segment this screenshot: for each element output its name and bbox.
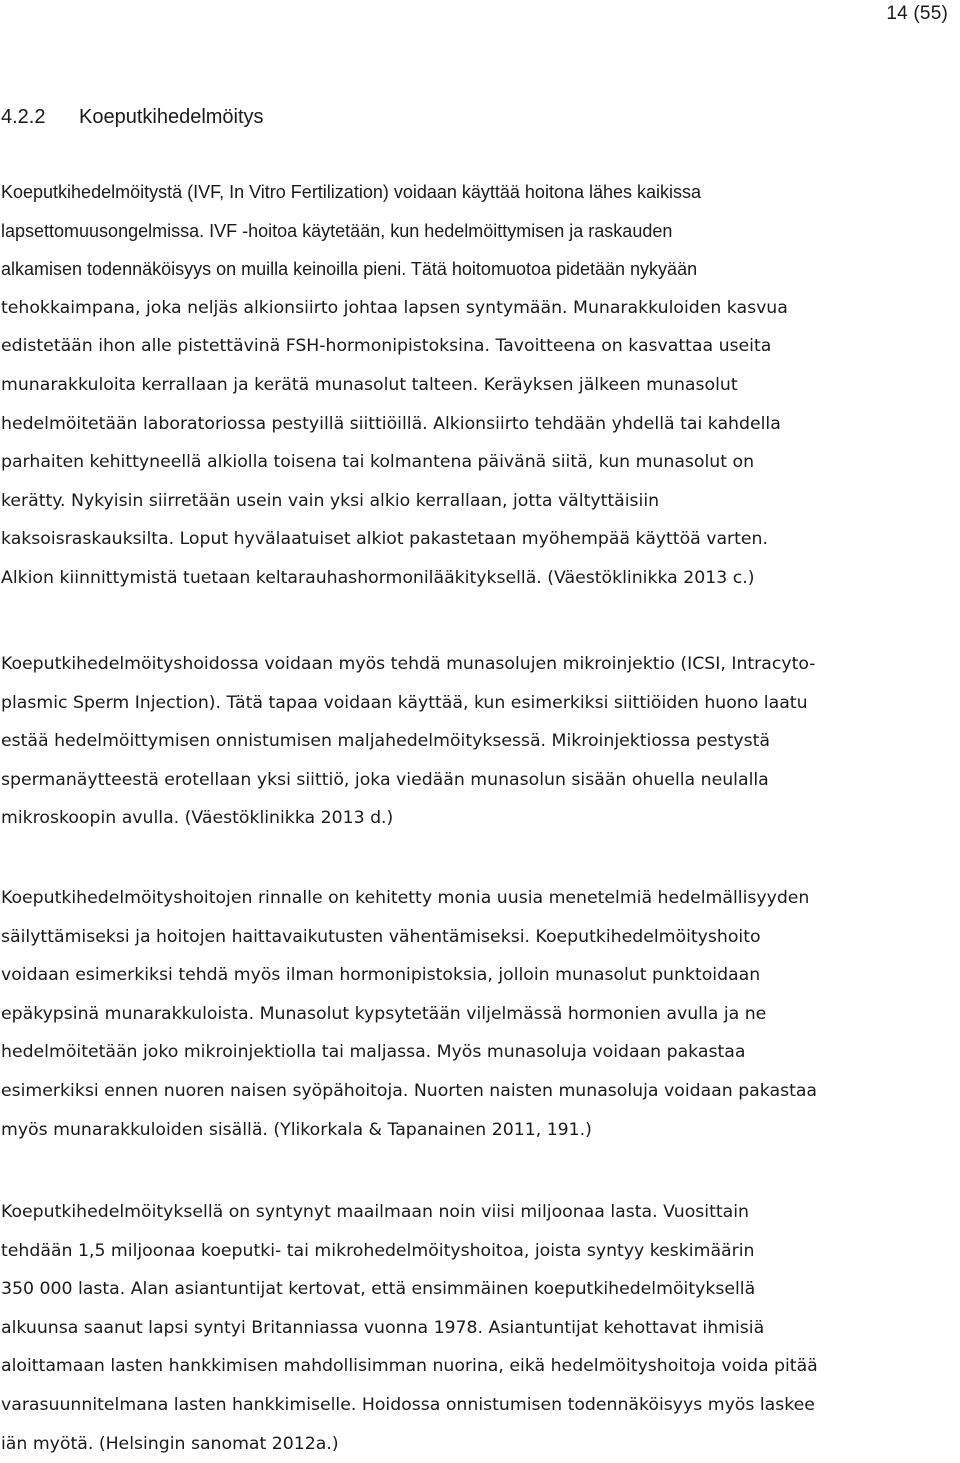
paragraph-line: parhaiten kehittyneellä alkiolla toisena tai kolmantena päivänä siitä, kun munasolut on [1, 452, 755, 473]
paragraph-line: hedelmöitetään joko mikroinjektiolla tai maljassa. Myös munasoluja voidaan pakastaa [1, 1042, 746, 1063]
paragraph-new-methods [1, 879, 955, 1149]
paragraph-line: edistetään ihon alle pistettävinä FSH-hormonipistoksina. Tavoitteena on kasvattaa useita [1, 336, 772, 357]
paragraph-line: kerätty. Nykyisin siirretään usein vain yksi alkio kerrallaan, jotta vältyttäisiin [1, 490, 660, 511]
paragraph-line: kaksoisraskauksilta. Loput hyvälaatuiset alkiot pakastetaan myöhempää käyttöä varten. [1, 529, 768, 550]
section-title: Koeputkihedelmöitys [79, 106, 264, 128]
paragraph-line: Koeputkihedelmöityshoitojen rinnalle on kehitetty monia uusia menetelmiä hedelmällisyyden [1, 888, 810, 908]
paragraph-line: Koeputkihedelmöitystä (IVF, In Vitro Fertilization) voidaan käyttää hoitona lähes kaikissa [1, 182, 702, 202]
paragraph-line: plasmic Sperm Injection). Tätä tapaa voidaan käyttää, kun esimerkiksi siittiöiden huono laatu [1, 692, 808, 713]
paragraph-line: alkamisen todennäköisyys on muilla keinoilla pieni. Tätä hoitomuotoa pidetään nykyään [1, 259, 698, 280]
paragraph-line: tehokkaimpana, joka neljäs alkionsiirto johtaa lapsen syntymään. Munarakkuloiden kasvua [1, 297, 788, 318]
paragraph-line: mikroskoopin avulla. (Väestöklinikka 2013 d.) [1, 808, 394, 829]
paragraph-icsi [1, 645, 955, 838]
section-number: 4.2.2 [1, 106, 46, 128]
paragraph-line: Koeputkihedelmöityshoidossa voidaan myös tehdä munasolujen mikroinjektio (ICSI, Intracyto- [1, 654, 816, 674]
paragraph-line: voidaan esimerkiksi tehdä myös ilman hormonipistoksia, jolloin munasolut punktoidaan [1, 965, 761, 986]
paragraph-line: estää hedelmöittymisen onnistumisen maljahedelmöityksessä. Mikroinjektiossa pestystä [1, 731, 770, 752]
paragraph-line: esimerkiksi ennen nuoren naisen syöpähoitoja. Nuorten naisten munasoluja voidaan pakastaa [1, 1080, 818, 1101]
paragraph-statistics [1, 1193, 955, 1463]
paragraph-line: alkuunsa saanut lapsi syntyi Britanniassa vuonna 1978. Asiantuntijat kehottavat ihmisiä [1, 1317, 765, 1338]
paragraph-line: spermanäytteestä erotellaan yksi siittiö, joka viedään munasolun sisään ohuella neulalla [1, 769, 769, 790]
paragraph-line: varasuunnitelmana lasten hankkimiselle. Hoidossa onnistumisen todennäköisyys myös laskee [1, 1394, 815, 1415]
paragraph-line: tehdään 1,5 miljoonaa koeputki- tai mikrohedelmöityshoitoa, joista syntyy keskimäärin [1, 1240, 755, 1261]
paragraph-line: Alkion kiinnittymistä tuetaan keltarauhashormonilääkityksellä. (Väestöklinikka 2013 c.) [1, 567, 755, 588]
paragraph-line: säilyttämiseksi ja hoitojen haittavaikutusten vähentämiseksi. Koeputkihedelmöityshoito [1, 926, 761, 947]
paragraph-line: lapsettomuusongelmissa. IVF -hoitoa käytetään, kun hedelmöittymisen ja raskauden [1, 220, 673, 241]
paragraph-line: iän myötä. (Helsingin sanomat 2012a.) [1, 1433, 339, 1454]
paragraph-line: myös munarakkuloiden sisällä. (Ylikorkala & Tapanainen 2011, 191.) [1, 1119, 592, 1140]
paragraph-line: 350 000 lasta. Alan asiantuntijat kertovat, että ensimmäinen koeputkihedelmöityksellä [1, 1279, 756, 1300]
section-heading [1, 106, 264, 129]
paragraph-line: aloittamaan lasten hankkimisen mahdollisimman nuorina, eikä hedelmöityshoitoja voida pitää [1, 1356, 818, 1377]
page-number: 14 (55) [886, 3, 948, 24]
paragraph-line: epäkypsinä munarakkuloista. Munasolut kypsytetään viljelmässä hormonien avulla ja ne [1, 1003, 767, 1024]
paragraph-line: Koeputkihedelmöityksellä on syntynyt maailmaan noin viisi miljoonaa lasta. Vuosittain [1, 1202, 749, 1222]
paragraph-ivf-overview [1, 173, 955, 598]
paragraph-line: munarakkuloita kerrallaan ja kerätä munasolut talteen. Keräyksen jälkeen munasolut [1, 374, 738, 395]
paragraph-line: hedelmöitetään laboratoriossa pestyillä siittiöillä. Alkionsiirto tehdään yhdellä tai kahdella [1, 413, 781, 434]
